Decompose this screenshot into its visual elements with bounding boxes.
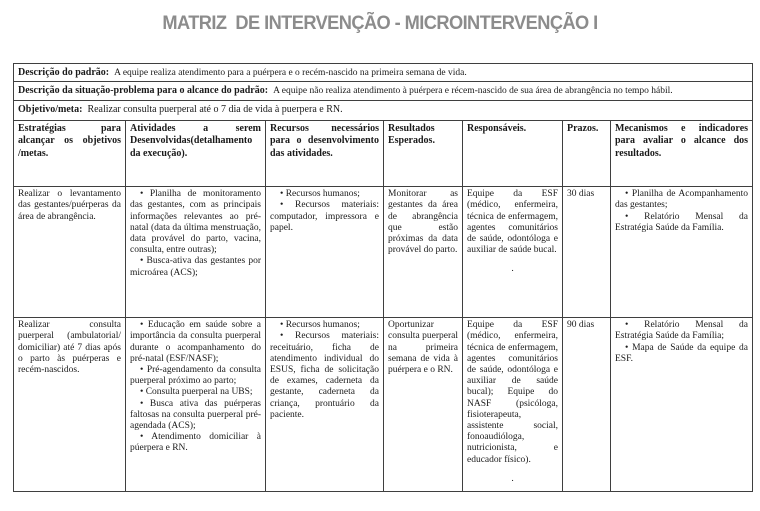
pattern-description-text: A equipe realiza atendimento para a puérpera e o recém-nascido na primeira semana de vida. bbox=[114, 68, 467, 78]
table-row bbox=[14, 187, 753, 318]
resources-cell bbox=[266, 318, 384, 492]
bullet-item: • Consulta puerperal na UBS; bbox=[140, 387, 253, 398]
bullet-item: • Planilha de Acompanhamento das gestantes; bbox=[615, 189, 749, 211]
responsible-period: . bbox=[511, 473, 514, 484]
bullet-item: • Recursos materiais: computador, impressora e papel. bbox=[270, 200, 379, 233]
bullet-item: • Busca-ativa das gestantes por microárea (ACS); bbox=[130, 256, 261, 278]
page-title: MATRIZ DE INTERVENÇÃO - MICROINTERVENÇÃO I bbox=[162, 13, 598, 34]
intervention-matrix-table bbox=[13, 63, 753, 492]
problem-description-label: Descrição da situação-problema para o alcance do padrão: bbox=[18, 85, 269, 97]
table-header-row bbox=[14, 121, 753, 187]
bullet-item: • Educação em saúde sobre a importância da consulta puerperal durante o acompanhamento do pré-natal (ESF/NASF); bbox=[130, 320, 261, 364]
responsible-cell bbox=[463, 187, 563, 318]
indicators-cell bbox=[611, 187, 753, 318]
column-header-responsible: Responsáveis. bbox=[463, 121, 563, 187]
activities-cell bbox=[126, 318, 266, 492]
responsible-period: . bbox=[511, 264, 514, 275]
table-row bbox=[14, 318, 753, 492]
expected-results-text: Monitorar as gestantes da área de abrangência que estão próximas da data provável do parto. bbox=[388, 189, 458, 256]
bullet-item: • Recursos humanos; bbox=[280, 320, 360, 331]
indicators-cell bbox=[611, 318, 753, 492]
bullet-item: • Busca ativa das puérperas faltosas na consulta puerperal pré-agendada (ACS); bbox=[130, 398, 261, 432]
problem-description-cell bbox=[14, 82, 753, 101]
column-header-deadline: Prazos. bbox=[563, 121, 611, 187]
objective-cell bbox=[14, 101, 753, 121]
expected-results-cell bbox=[384, 187, 463, 318]
responsible-text: Equipe da ESF (médico, enfermeira, técnica de enfermagem, agentes comunitários de saúde, odontóloga e auxiliar de saúde bucal. bbox=[467, 189, 558, 256]
strategy-cell bbox=[14, 187, 126, 318]
problem-description-text: A equipe não realiza atendimento à puérpera e récem-nascido de sua área de abrangência no tempo hábil. bbox=[273, 86, 673, 97]
objective-row bbox=[14, 101, 753, 121]
pattern-description-row bbox=[14, 64, 753, 82]
column-header-indicators: Mecanismos e indicadores para avaliar o alcance dos resultados. bbox=[611, 121, 753, 187]
deadline-cell bbox=[563, 318, 611, 492]
resources-cell bbox=[266, 187, 384, 318]
strategy-text: Realizar o levantamento das gestantes/puérperas da área de abrangência. bbox=[18, 189, 121, 222]
column-header-strategies: Estratégias para alcançar os objetivos /metas. bbox=[14, 121, 126, 187]
objective-text: Realizar consulta puerperal até o 7 dia de vida à puerpera e RN. bbox=[87, 104, 343, 116]
responsible-cell bbox=[463, 318, 563, 492]
problem-description-row bbox=[14, 82, 753, 101]
deadline-text: 90 dias bbox=[567, 320, 595, 331]
bullet-item: • Pré-agendamento da consulta puerperal próximo ao parto; bbox=[130, 365, 261, 387]
column-header-resources: Recursos necessários para o desenvolvimento das atividades. bbox=[266, 121, 384, 187]
bullet-item: • Recursos materiais: receituário, ficha de atendimento individual do ESUS, ficha de solicitação de exames, caderneta da gestante, caderneta da criança, prontuário da paciente. bbox=[270, 331, 379, 420]
expected-results-text: Oportunizar consulta puerperal na primeira semana de vida à puérpera e o RN. bbox=[388, 320, 458, 376]
strategy-cell bbox=[14, 318, 126, 492]
strategy-text: Realizar consulta puerperal (ambulatorial/ domiciliar) até 7 dias após o parto às puérperas e recém-nascidos. bbox=[18, 320, 121, 376]
responsible-text: Equipe da ESF (médico, enfermeira, técnica de enfermagem, agentes comunitários de saúde, odontóloga e auxiliar de saúde bucal); Equipe do NASF (psicóloga, fisioterapeuta, assistente social, fonoaudióloga, nutricionista, e educador físico). bbox=[467, 320, 558, 465]
activities-cell bbox=[126, 187, 266, 318]
bullet-item: • Relatório Mensal da Estratégia Saúde da Família. bbox=[615, 211, 749, 233]
bullet-item: • Planilha de monitoramento das gestantes, com as principais informações relevantes ao pré-natal (data da última menstruação, data provável do parto, vacina, consulta, entre outras); bbox=[130, 189, 261, 256]
pattern-description-cell bbox=[14, 64, 753, 82]
column-header-activities: Atividades a serem Desenvolvidas(detalhamento da execução). bbox=[126, 121, 266, 187]
bullet-item: • Recursos humanos; bbox=[280, 189, 360, 200]
deadline-cell bbox=[563, 187, 611, 318]
column-header-results: Resultados Esperados. bbox=[384, 121, 463, 187]
pattern-description-label: Descrição do padrão: bbox=[18, 67, 110, 78]
bullet-item: • Atendimento domiciliar à púerpera e RN. bbox=[130, 432, 261, 454]
bullet-item: • Relatório Mensal da Estratégia Saúde da Família; bbox=[615, 320, 749, 342]
deadline-text: 30 dias bbox=[567, 189, 595, 200]
objective-label: Objetivo/meta: bbox=[18, 104, 83, 116]
expected-results-cell bbox=[384, 318, 463, 492]
bullet-item: • Mapa de Saúde da equipe da ESF. bbox=[615, 342, 749, 364]
